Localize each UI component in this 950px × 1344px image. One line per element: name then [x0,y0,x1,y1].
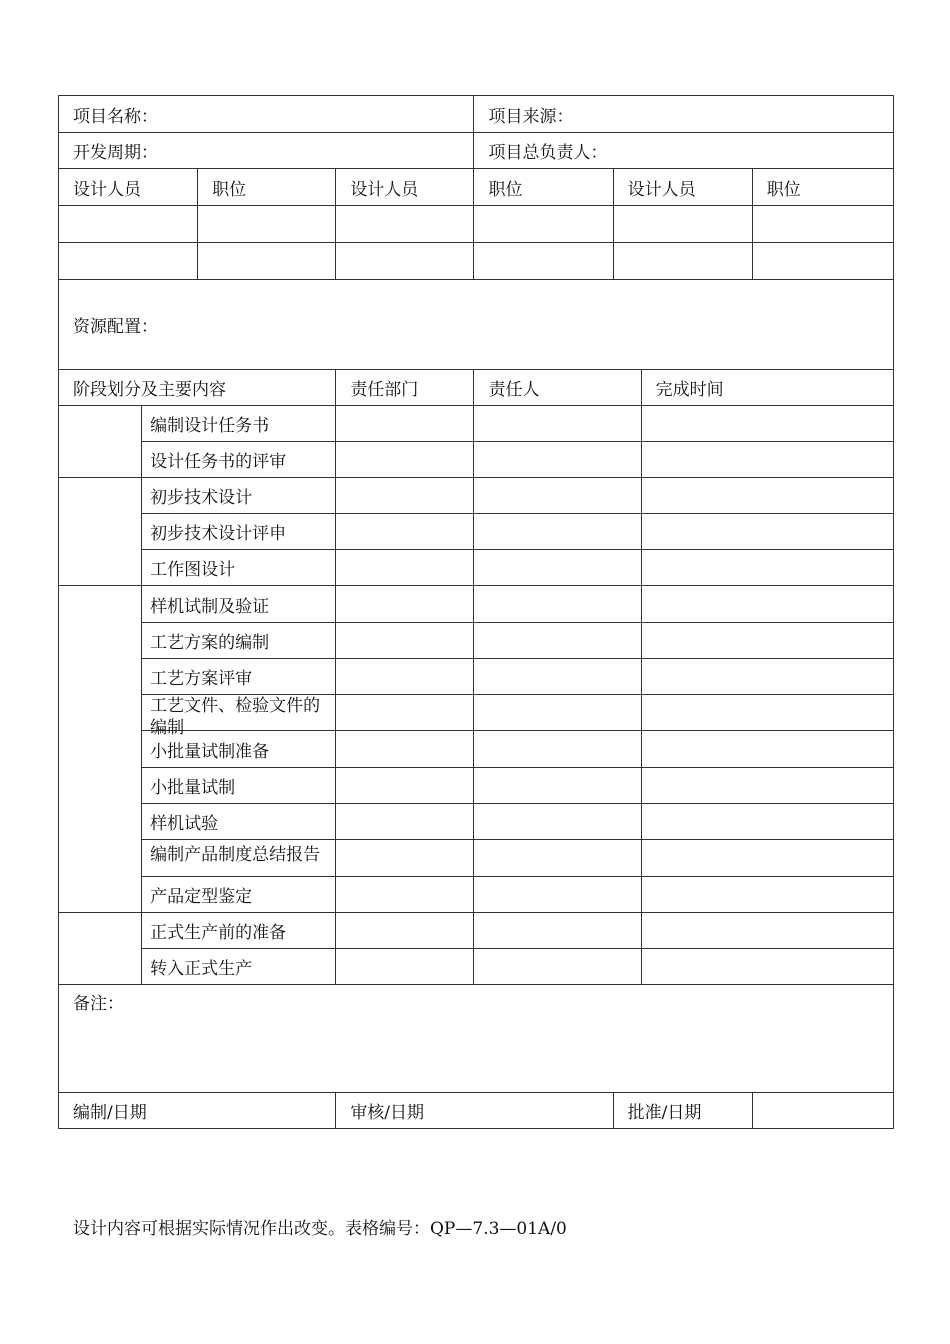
task-name: 初步技术设计评申 [142,514,336,550]
person-cell[interactable] [474,768,641,804]
stage-label-cell[interactable] [59,406,142,478]
dept-cell[interactable] [336,623,474,659]
person-cell[interactable] [474,623,641,659]
dept-cell[interactable] [336,442,474,478]
task-name: 转入正式生产 [142,949,336,985]
staff-header-designer-1: 设计人员 [59,169,198,206]
person-cell[interactable] [474,659,641,695]
dev-cycle-label: 开发周期： [73,143,158,163]
stage-label-cell[interactable] [59,913,142,985]
staff-input-cell[interactable] [59,206,198,243]
time-cell[interactable] [641,406,893,442]
staff-header-position-3: 职位 [752,169,893,206]
person-cell[interactable] [474,804,641,840]
task-name-text: 工艺文件、检验文件的编制 [150,696,321,738]
phase-header-content: 阶段划分及主要内容 [59,370,336,406]
footer-note: 设计内容可根据实际情况作出改变。表格编号：QP—7.3—01A/0 [73,1219,567,1239]
staff-input-cell[interactable] [198,206,336,243]
staff-input-cell[interactable] [336,243,474,280]
dept-cell[interactable] [336,586,474,623]
stage-label-cell[interactable] [59,586,142,913]
time-cell[interactable] [641,478,893,514]
staff-header-designer-2: 设计人员 [336,169,474,206]
remarks-cell[interactable] [59,985,894,1093]
project-plan-table [58,95,894,1129]
dept-cell[interactable] [336,768,474,804]
dept-cell[interactable] [336,478,474,514]
approved-date-input[interactable] [752,1093,893,1129]
time-cell[interactable] [641,877,893,913]
resource-allocation-label: 资源配置： [73,317,158,337]
task-name: 正式生产前的准备 [142,913,336,949]
time-cell[interactable] [641,731,893,768]
person-cell[interactable] [474,840,641,877]
task-name: 样机试制及验证 [142,586,336,623]
time-cell[interactable] [641,586,893,623]
remarks-label: 备注： [73,994,124,1014]
time-cell[interactable] [641,913,893,949]
staff-input-cell[interactable] [752,206,893,243]
task-name: 样机试验 [142,804,336,840]
dev-cycle-cell[interactable] [59,133,474,169]
time-cell[interactable] [641,768,893,804]
dept-cell[interactable] [336,913,474,949]
reviewed-date-label: 审核/日期 [336,1093,613,1129]
time-cell[interactable] [641,623,893,659]
staff-input-cell[interactable] [474,243,613,280]
person-cell[interactable] [474,695,641,731]
time-cell[interactable] [641,840,893,877]
task-name [142,695,336,738]
task-name: 工作图设计 [142,550,336,586]
project-name-label: 项目名称： [73,106,158,127]
person-cell[interactable] [474,442,641,478]
dept-cell[interactable] [336,514,474,550]
staff-input-cell[interactable] [474,206,613,243]
staff-header-position-2: 职位 [474,169,613,206]
person-cell[interactable] [474,406,641,442]
task-name: 产品定型鉴定 [142,877,336,913]
prepared-date-label: 编制/日期 [59,1093,336,1129]
person-cell[interactable] [474,586,641,623]
task-name: 初步技术设计 [142,478,336,514]
dept-cell[interactable] [336,659,474,695]
time-cell[interactable] [641,659,893,695]
staff-input-cell[interactable] [198,243,336,280]
staff-input-cell[interactable] [613,206,752,243]
staff-header-position-1: 职位 [198,169,336,206]
time-cell[interactable] [641,804,893,840]
task-name: 编制产品制度总结报告 [142,840,336,877]
task-name: 工艺方案的编制 [142,623,336,659]
project-lead-cell[interactable] [474,133,894,169]
person-cell[interactable] [474,478,641,514]
stage-label-cell[interactable] [59,478,142,586]
project-name-cell[interactable] [59,96,474,133]
staff-input-cell[interactable] [59,243,198,280]
staff-input-cell[interactable] [752,243,893,280]
time-cell[interactable] [641,442,893,478]
project-source-label: 项目来源： [488,106,574,127]
phase-header-dept: 责任部门 [336,370,474,406]
task-name: 编制设计任务书 [142,406,336,442]
staff-row [59,206,894,243]
person-cell[interactable] [474,514,641,550]
task-name: 小批量试制 [142,768,336,804]
task-name: 工艺方案评审 [142,659,336,695]
task-name: 小批量试制准备 [142,731,336,768]
dept-cell[interactable] [336,406,474,442]
staff-header-designer-3: 设计人员 [613,169,752,206]
dept-cell[interactable] [336,695,474,731]
person-cell[interactable] [474,550,641,586]
dept-cell[interactable] [336,731,474,768]
phase-header-time: 完成时间 [641,370,893,406]
task-name: 设计任务书的评审 [142,442,336,478]
project-lead-label: 项目总负责人： [488,143,608,163]
time-cell[interactable] [641,550,893,586]
resource-allocation-cell[interactable] [59,280,894,370]
dept-cell[interactable] [336,877,474,913]
dept-cell[interactable] [336,949,474,985]
staff-input-cell[interactable] [613,243,752,280]
dept-cell[interactable] [336,804,474,840]
dept-cell[interactable] [336,550,474,586]
person-cell[interactable] [474,877,641,913]
approved-date-label: 批准/日期 [613,1093,752,1129]
staff-input-cell[interactable] [336,206,474,243]
time-cell[interactable] [641,514,893,550]
time-cell[interactable] [641,695,893,731]
person-cell[interactable] [474,949,641,985]
person-cell[interactable] [474,913,641,949]
time-cell[interactable] [641,949,893,985]
staff-row [59,243,894,280]
person-cell[interactable] [474,731,641,768]
phase-header-person: 责任人 [474,370,641,406]
project-source-cell[interactable] [474,96,894,133]
dept-cell[interactable] [336,840,474,877]
